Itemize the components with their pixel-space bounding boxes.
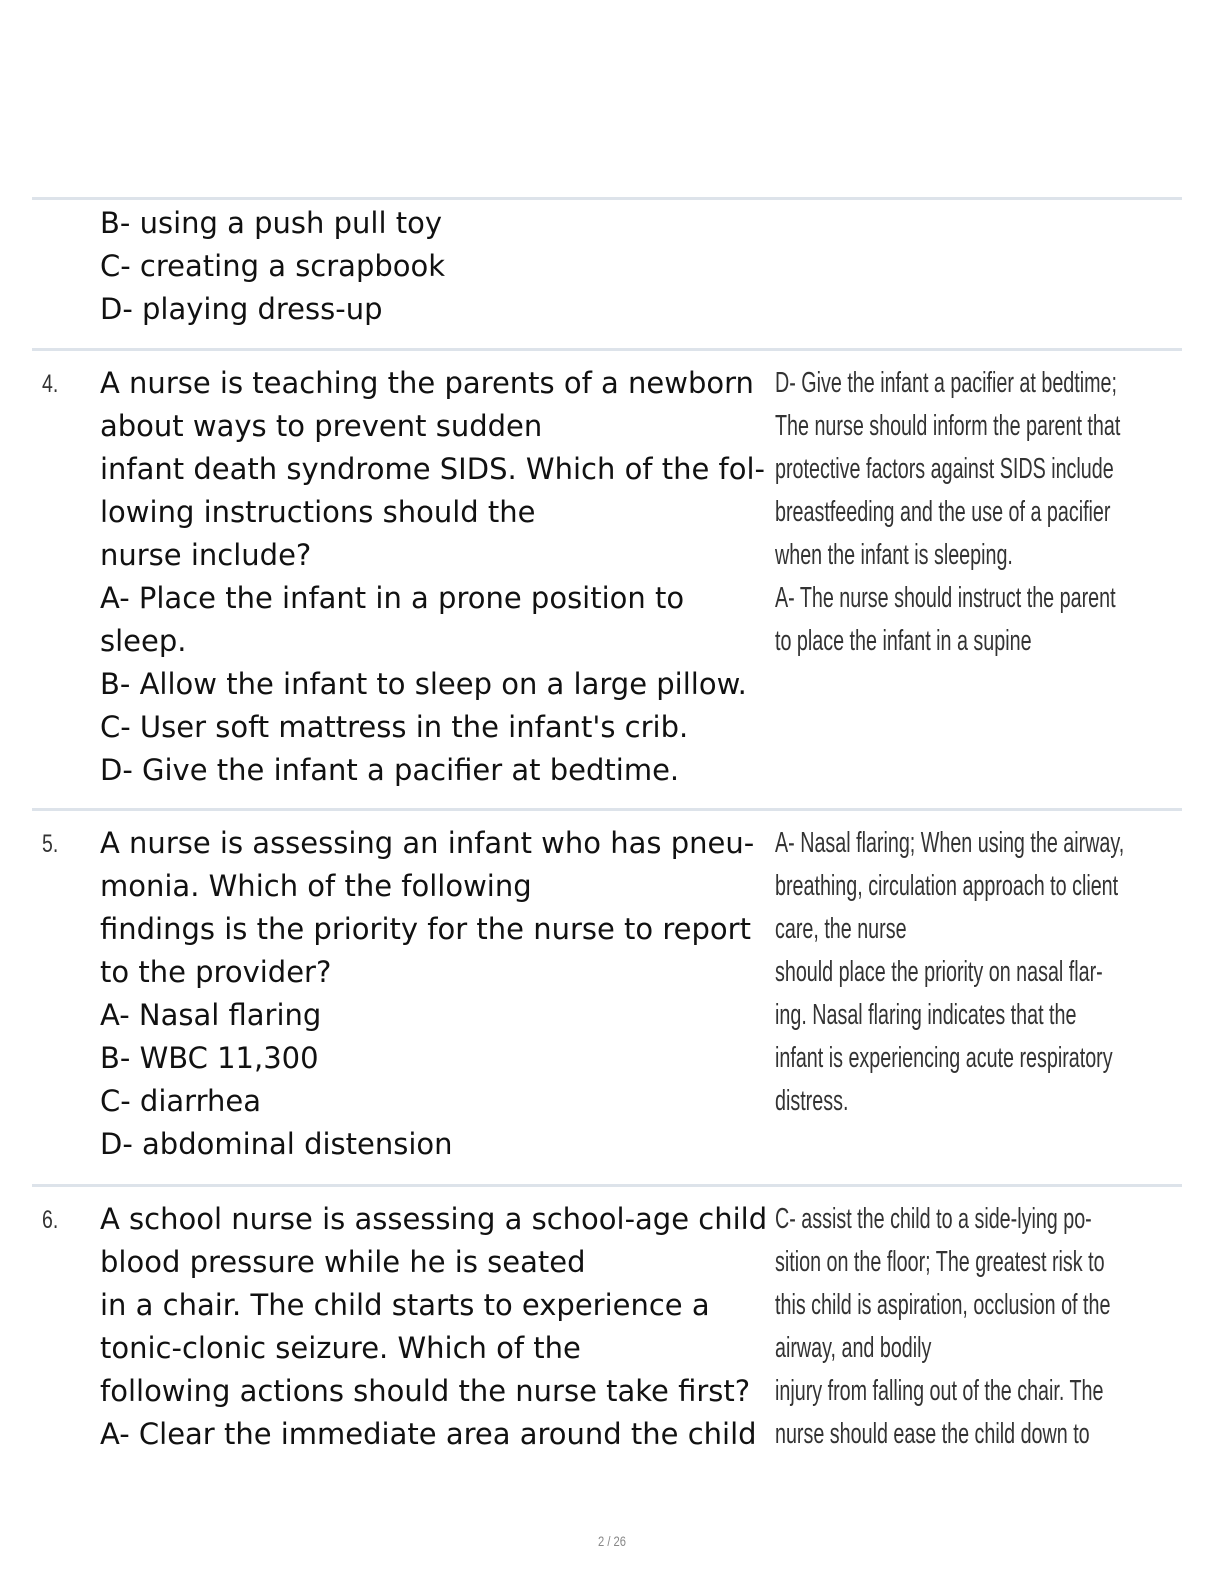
text-line: B- WBC 11,300: [100, 1041, 319, 1075]
text-line: in a chair. The child starts to experience a: [100, 1288, 710, 1322]
text-line: findings is the priority for the nurse to report: [100, 912, 751, 946]
answer-text: [775, 1198, 1215, 1456]
text-line: A school nurse is assessing a school-age child: [100, 1202, 768, 1236]
text-line: should place the priority on nasal flar-: [775, 956, 1103, 988]
question-text: [100, 202, 770, 331]
page-number: 2 / 26: [597, 1533, 627, 1549]
text-line: D- abdominal distension: [100, 1127, 453, 1161]
text-line: to the provider?: [100, 955, 332, 989]
text-line: nurse should ease the child down to: [775, 1418, 1090, 1450]
text-line: airway, and bodily: [775, 1332, 932, 1364]
answer-text: [775, 822, 1215, 1123]
text-line: following actions should the nurse take first?: [100, 1374, 751, 1408]
text-line: sleep.: [100, 624, 187, 658]
text-line: blood pressure while he is seated: [100, 1245, 586, 1279]
text-line: sition on the floor; The greatest risk to: [775, 1246, 1105, 1278]
divider: [32, 808, 1182, 811]
text-line: ing. Nasal flaring indicates that the: [775, 999, 1077, 1031]
text-line: breastfeeding and the use of a pacifier: [775, 496, 1111, 528]
text-line: D- Give the infant a pacifier at bedtime;: [775, 367, 1117, 399]
text-line: A nurse is teaching the parents of a newborn: [100, 366, 754, 400]
text-line: infant death syndrome SIDS. Which of the fol-: [100, 452, 766, 486]
question-text: [100, 1198, 770, 1456]
text-line: this child is aspiration, occlusion of the: [775, 1289, 1111, 1321]
text-line: A- Nasal flaring; When using the airway,: [775, 827, 1125, 859]
text-line: A- Nasal flaring: [100, 998, 322, 1032]
divider: [32, 1184, 1182, 1187]
divider: [32, 348, 1182, 351]
question-text: [100, 362, 770, 792]
text-line: C- assist the child to a side-lying po-: [775, 1203, 1092, 1235]
text-line: C- creating a scrapbook: [100, 249, 446, 283]
text-line: lowing instructions should the: [100, 495, 536, 529]
text-line: distress.: [775, 1085, 849, 1117]
text-line: tonic-clonic seizure. Which of the: [100, 1331, 581, 1365]
divider: [32, 197, 1182, 200]
answer-text: [775, 362, 1215, 663]
text-line: C- diarrhea: [100, 1084, 261, 1118]
text-line: nurse include?: [100, 538, 312, 572]
text-line: care, the nurse: [775, 913, 907, 945]
text-line: A- Place the infant in a prone position to: [100, 581, 685, 615]
text-line: A nurse is assessing an infant who has pneu-: [100, 826, 755, 860]
text-line: to place the infant in a supine: [775, 625, 1032, 657]
text-line: The nurse should inform the parent that: [775, 410, 1121, 442]
question-text: [100, 822, 770, 1166]
text-line: D- playing dress-up: [100, 292, 383, 326]
text-line: C- User soft mattress in the infant's crib.: [100, 710, 689, 744]
text-line: injury from falling out of the chair. The: [775, 1375, 1104, 1407]
text-line: D- Give the infant a pacifier at bedtime.: [100, 753, 680, 787]
text-line: A- Clear the immediate area around the child: [100, 1417, 757, 1451]
text-line: about ways to prevent sudden: [100, 409, 543, 443]
text-line: protective factors against SIDS include: [775, 453, 1114, 485]
text-line: A- The nurse should instruct the parent: [775, 582, 1116, 614]
question-number: 4.: [42, 370, 59, 398]
text-line: B- using a push pull toy: [100, 206, 443, 240]
text-line: infant is experiencing acute respiratory: [775, 1042, 1113, 1074]
text-line: breathing, circulation approach to client: [775, 870, 1119, 902]
question-number: 5.: [42, 830, 59, 858]
question-number: 6.: [42, 1206, 59, 1234]
text-line: B- Allow the infant to sleep on a large pillow.: [100, 667, 747, 701]
text-line: when the infant is sleeping.: [775, 539, 1013, 571]
text-line: monia. Which of the following: [100, 869, 532, 903]
